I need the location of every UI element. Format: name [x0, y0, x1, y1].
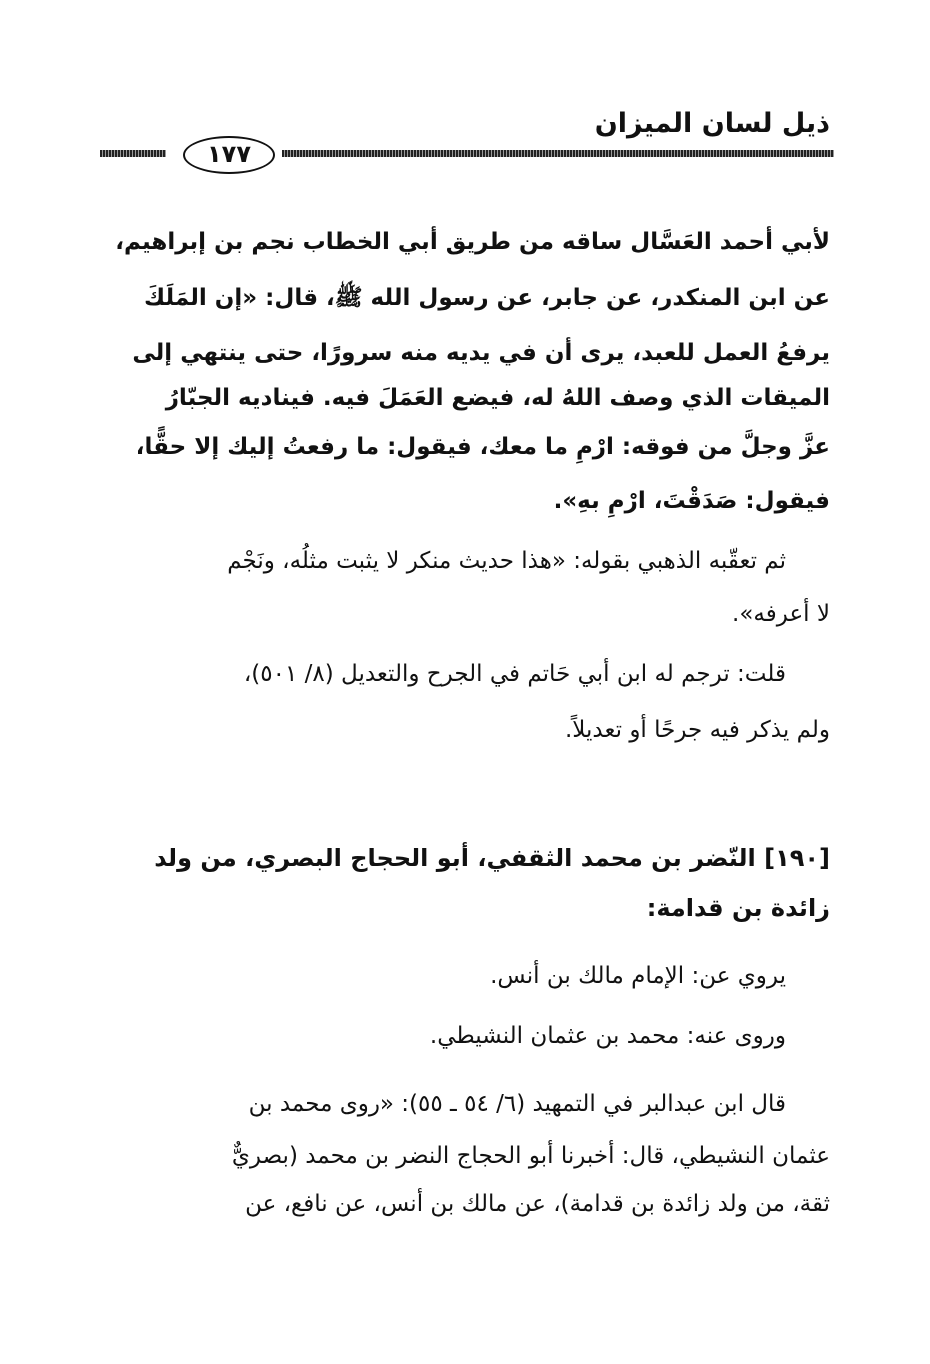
body-line: قلت: ترجم له ابن أبي حَاتم في الجرح والتعديل (٨/ ٥٠١)، [243, 661, 786, 687]
header-rule-left [100, 150, 166, 157]
body-line: الميقات الذي وصف اللهُ له، فيضع العَمَلَ فيه. فيناديه الجبّارُ [165, 385, 830, 411]
body-line: يروي عن: الإمام مالك بن أنس. [490, 963, 786, 989]
entry-heading: [١٩٠] النّضر بن محمد الثقفي، أبو الحجاج البصري، من ولد [154, 844, 830, 872]
body-line: لا أعرفه». [732, 601, 830, 627]
body-line: يرفعُ العمل للعبد، يرى أن في يديه منه سرورًا، حتى ينتهي إلى [132, 340, 830, 366]
page-number: ١٧٧ [183, 136, 275, 174]
body-line: قال ابن عبدالبر في التمهيد (٦/ ٥٤ ـ ٥٥): «روى محمد بن [248, 1091, 786, 1117]
body-line: عن ابن المنكدر، عن جابر، عن رسول الله ﷺ، قال: «إن المَلَكَ [144, 285, 830, 311]
running-title: ذيل لسان الميزان [594, 108, 830, 139]
body-line: لأبي أحمد العَسَّال ساقه من طريق أبي الخطاب نجم بن إبراهيم، [115, 229, 830, 255]
body-line: فيقول: صَدَقْتَ، ارْمِ بهِ». [553, 488, 830, 514]
body-line: عزَّ وجلَّ من فوقه: ارْمِ ما معك، فيقول: ما رفعتُ إليك إلا حقًّا، [135, 434, 830, 460]
header-rule-right [282, 150, 834, 157]
body-line: وروى عنه: محمد بن عثمان النشيطي. [429, 1023, 786, 1049]
entry-heading: زائدة بن قدامة: [646, 894, 830, 922]
body-line: ثقة، من ولد زائدة بن قدامة)، عن مالك بن أنس، عن نافع، عن [245, 1191, 830, 1217]
body-line: ثم تعقّبه الذهبي بقوله: «هذا حديث منكر لا يثبت مثلُه، ونَجْم [227, 548, 786, 574]
body-line: عثمان النشيطي، قال: أخبرنا أبو الحجاج النضر بن محمد (بصريٌّ [231, 1143, 830, 1169]
body-line: ولم يذكر فيه جرحًا أو تعديلاً. [565, 717, 830, 743]
